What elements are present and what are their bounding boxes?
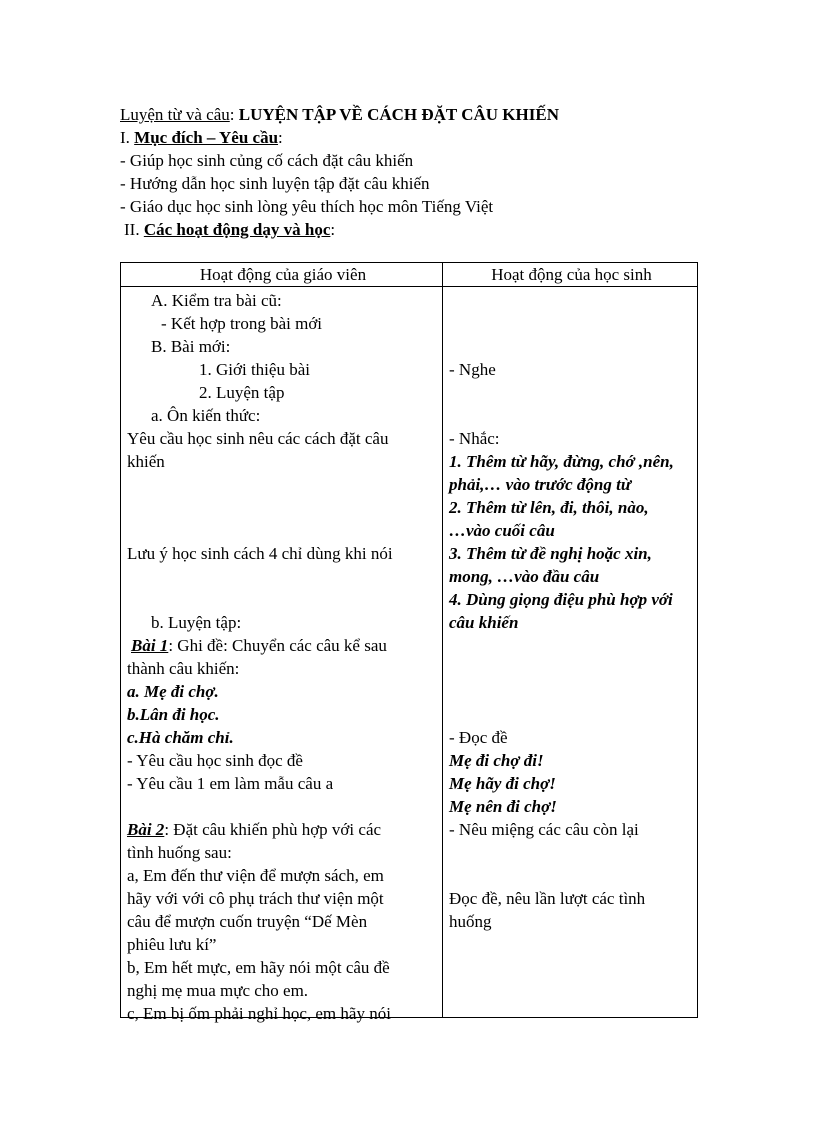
teacher-note: Lưu ý học sinh cách 4 chỉ dùng khi nói: [127, 544, 393, 563]
exercise2-text: : Đặt câu khiến phù hợp với các: [164, 820, 382, 839]
teacher-activities: [121, 287, 443, 1023]
situation-line: c, Em bị ốm phải nghỉ học, em hãy nói: [127, 1004, 391, 1023]
item-text: Kiểm tra bài cũ:: [171, 291, 282, 310]
situation-line: câu để mượn cuốn truyện “Dế Mèn: [127, 912, 368, 931]
student-situation: Đọc đề, nêu lần lượt các tình: [449, 889, 646, 908]
lesson-heading: [120, 104, 559, 126]
exercise1-text-cont: thành câu khiến:: [127, 659, 240, 678]
section1-number: I.: [120, 128, 135, 147]
lesson-title: LUYỆN TẬP VỀ CÁCH ĐẶT CÂU KHIẾN: [238, 105, 559, 124]
section1-colon: :: [278, 128, 283, 147]
student-column-header: Hoạt động của học sinh: [443, 263, 698, 287]
method-line: …vào cuối câu: [449, 521, 555, 540]
situation-line: a, Em đến thư viện để mượn sách, em: [127, 866, 384, 885]
method-line: câu khiến: [449, 613, 519, 632]
student-oral: - Nêu miệng các câu còn lại: [449, 820, 639, 839]
situation-line: phiêu lưu kí”: [127, 935, 217, 954]
teacher-item-a: [151, 289, 282, 312]
teacher-request-line: khiến: [127, 452, 165, 471]
situation-line: b, Em hết mực, em hãy nói một câu đề: [127, 958, 390, 977]
lesson-colon: :: [229, 105, 239, 124]
teacher-request: - Yêu cầu 1 em làm mẫu câu a: [127, 774, 334, 793]
section2-heading: [124, 219, 335, 241]
method-line: 1. Thêm từ hãy, đừng, chớ ,nên,: [449, 452, 674, 471]
teacher-item-a-sub: - Kết hợp trong bài mới: [161, 314, 323, 333]
method-line: 4. Dùng giọng điệu phù hợp với: [449, 590, 673, 609]
teacher-subsection-b: b. Luyện tập:: [151, 613, 242, 632]
method-line: 3. Thêm từ đề nghị hoặc xin,: [449, 544, 652, 563]
teacher-item-b: [151, 335, 230, 358]
section2-title: Các hoạt động dạy và học: [143, 220, 331, 239]
method-line: phải,… vào trước động từ: [449, 475, 632, 494]
student-listen: - Nghe: [449, 360, 496, 379]
situation-line: nghị mẹ mua mực cho em.: [127, 981, 309, 1000]
section1-bullet: - Giáo dục học sinh lòng yêu thích học môn Tiếng Việt: [120, 197, 494, 216]
section1-bullet: - Hướng dẫn học sinh luyện tập đặt câu khiến: [120, 174, 430, 193]
exercise1-sentence: b.Lân đi học.: [127, 705, 220, 724]
student-activities: [443, 287, 698, 1018]
activity-table: [120, 262, 698, 1023]
situation-line: hãy với với cô phụ trách thư viện một: [127, 889, 384, 908]
section1-title: Mục đích – Yêu cầu: [134, 128, 279, 147]
teacher-item-b1: 1. Giới thiệu bài: [199, 360, 310, 379]
teacher-request-line: Yêu cầu học sinh nêu các cách đặt câu: [127, 429, 389, 448]
method-line: mong, …vào đầu câu: [449, 567, 600, 586]
item-text: Bài mới:: [170, 337, 231, 356]
item-label: B.: [151, 337, 167, 356]
answer-line: Mẹ đi chợ đi!: [449, 751, 544, 770]
exercise1-sentence: a. Mẹ đi chợ.: [127, 682, 219, 701]
student-read: - Đọc đề: [449, 728, 508, 747]
lesson-subject: Luyện từ và câu: [120, 105, 230, 124]
item-label: A.: [151, 291, 168, 310]
teacher-request: - Yêu cầu học sinh đọc đề: [127, 751, 303, 770]
method-line: 2. Thêm từ lên, đi, thôi, nào,: [449, 498, 649, 517]
answer-line: Mẹ nên đi chợ!: [449, 797, 557, 816]
teacher-column-header: Hoạt động của giáo viên: [121, 263, 443, 287]
exercise1-sentence: c.Hà chăm chỉ.: [127, 728, 234, 747]
student-situation: huống: [449, 912, 492, 931]
exercise2-label: Bài 2: [127, 820, 165, 839]
section1-heading: [120, 127, 283, 149]
exercise1-heading: [131, 634, 387, 657]
exercise2-text-cont: tình huống sau:: [127, 843, 232, 862]
section2-colon: :: [330, 220, 336, 239]
teacher-subsection-a: a. Ôn kiến thức:: [151, 406, 261, 425]
section2-number: II.: [124, 220, 144, 239]
exercise1-text: : Ghi đề: Chuyển các câu kể sau: [168, 636, 387, 655]
exercise2-heading: [127, 818, 381, 841]
exercise1-label: Bài 1: [131, 636, 169, 655]
answer-line: Mẹ hãy đi chợ!: [449, 774, 556, 793]
teacher-item-b2: 2. Luyện tập: [199, 383, 285, 402]
section1-bullet: - Giúp học sinh củng cố cách đặt câu khiến: [120, 151, 414, 170]
student-repeat: - Nhắc:: [449, 429, 500, 448]
